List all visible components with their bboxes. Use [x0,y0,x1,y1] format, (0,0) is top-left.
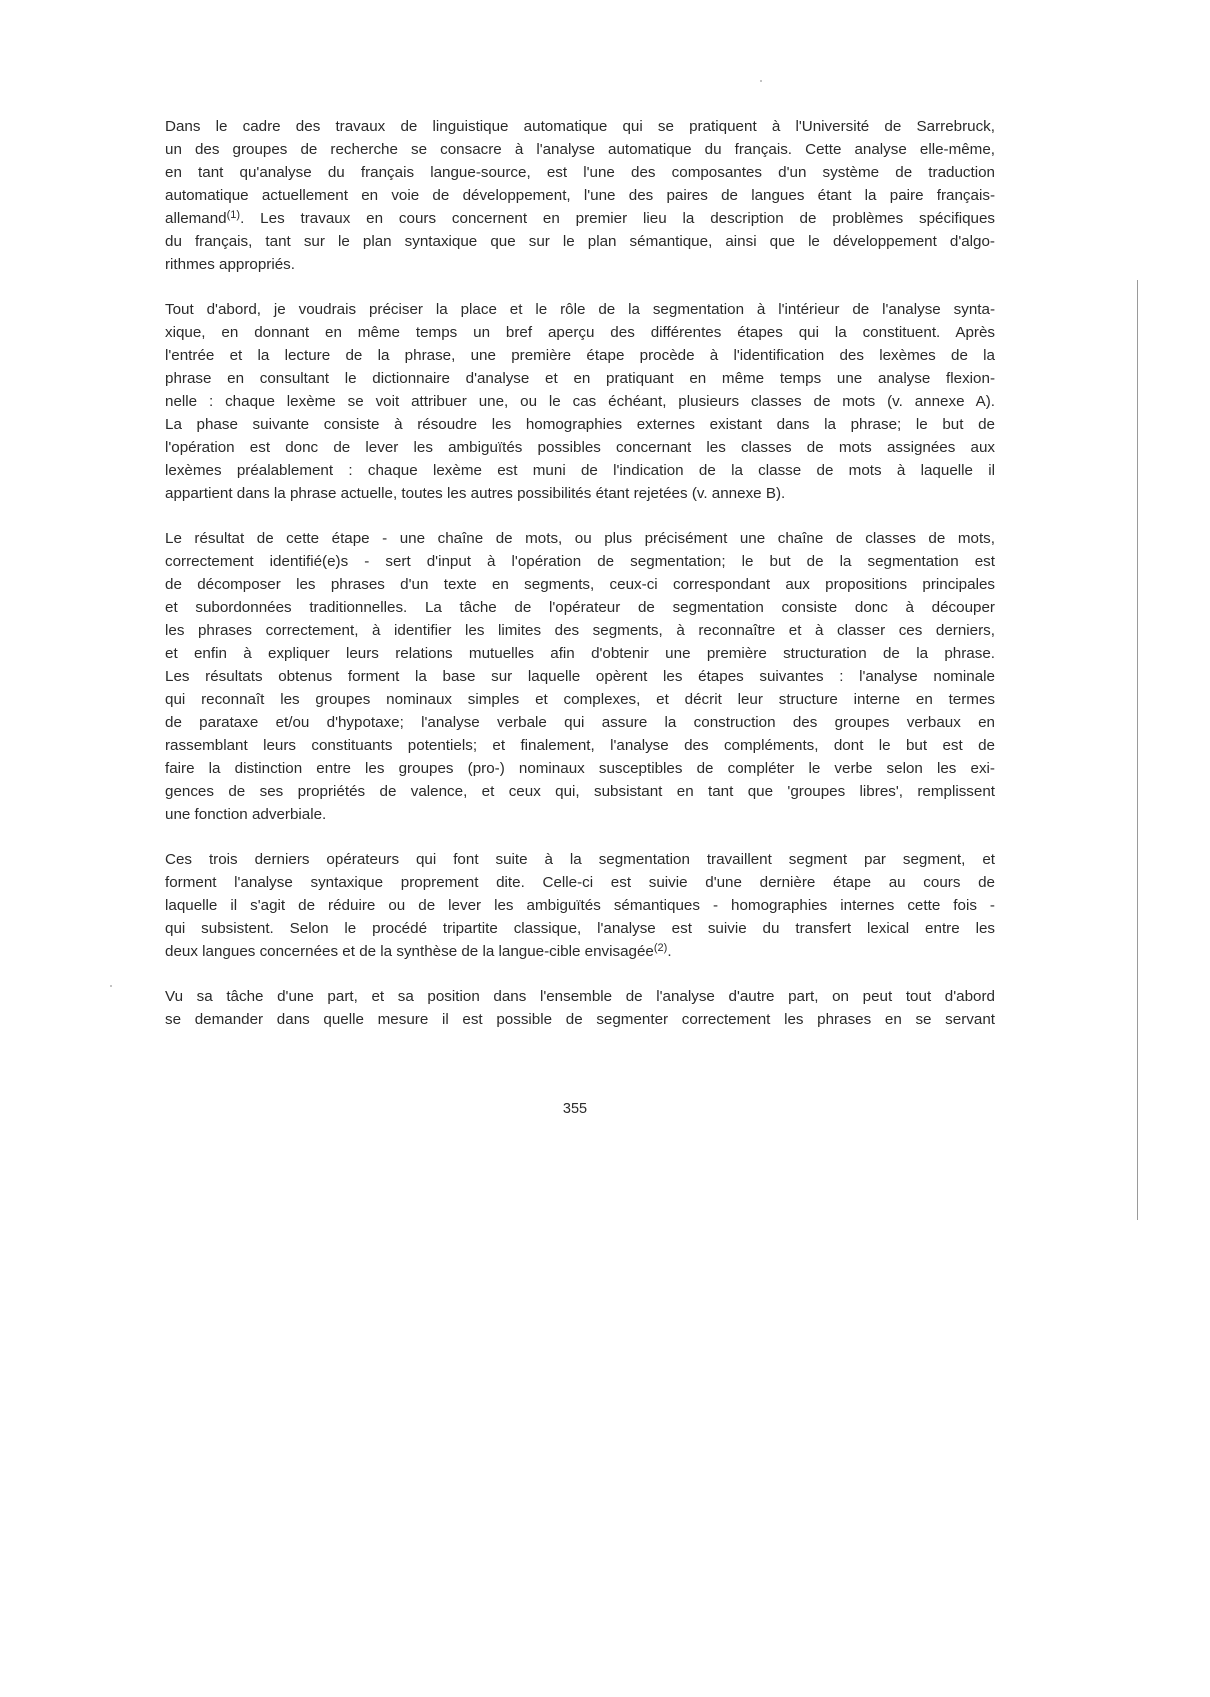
text-line: l'opération est donc de lever les ambiguïtés possibles concernant les classes de mots assignées aux [165,439,995,456]
text-line: xique, en donnant en même temps un bref aperçu des différentes étapes qui la constituent. Après [165,324,995,341]
text-line: et enfin à expliquer leurs relations mutuelles afin d'obtenir une première structuration de la phrase. [165,645,995,662]
scan-speck [760,80,762,82]
paragraph [165,985,995,1031]
text-line: se demander dans quelle mesure il est possible de segmenter correctement les phrases en se servant [165,1011,995,1028]
line-text: deux langues concernées et de la synthèse de la langue-cible envisagée [165,943,654,960]
text-line: Le résultat de cette étape - une chaîne de mots, ou plus précisément une chaîne de classes de mots, [165,530,995,547]
text-line: Tout d'abord, je voudrais préciser la place et le rôle de la segmentation à l'intérieur de l'analyse synta- [165,301,995,318]
text-line: Dans le cadre des travaux de linguistique automatique qui se pratiquent à l'Université de Sarrebruck, [165,118,995,135]
text-line: faire la distinction entre les groupes (pro-) nominaux susceptibles de compléter le verbe selon les exi- [165,760,995,777]
text-line: lexèmes préalablement : chaque lexème est muni de l'indication de la classe de mots à laquelle il [165,462,995,479]
text-line: les phrases correctement, à identifier les limites des segments, à reconnaître et à classer ces derniers, [165,622,995,639]
paragraph [165,527,995,826]
text-line: qui reconnaît les groupes nominaux simples et complexes, et décrit leur structure interne en termes [165,691,995,708]
text-line: l'entrée et la lecture de la phrase, une première étape procède à l'identification des lexèmes de la [165,347,995,364]
text-line: automatique actuellement en voie de développement, l'une des paires de langues étant la paire français- [165,187,995,204]
text-line: du français, tant sur le plan syntaxique que sur le plan sémantique, ainsi que le développement d'algo- [165,233,995,250]
footnote-ref: (2) [653,942,668,954]
scan-margin-line [1137,280,1138,1220]
text-line: de parataxe et/ou d'hypotaxe; l'analyse verbale qui assure la construction des groupes verbaux en [165,714,995,731]
text-line: forment l'analyse syntaxique proprement dite. Celle-ci est suivie d'une dernière étape au cours de [165,874,995,891]
text-line: qui subsistent. Selon le procédé tripartite classique, l'analyse est suivie du transfert lexical entre les [165,920,995,937]
paragraph [165,848,995,963]
paragraph [165,115,995,276]
text-line: phrase en consultant le dictionnaire d'analyse et en pratiquant en même temps une analyse flexion- [165,370,995,387]
text-line: laquelle il s'agit de réduire ou de lever les ambiguïtés sémantiques - homographies internes cette fois - [165,897,995,914]
text-line [165,940,995,963]
scan-speck [110,985,112,987]
text-line: La phase suivante consiste à résoudre les homographies externes existant dans la phrase; le but de [165,416,995,433]
text-line: et subordonnées traditionnelles. La tâche de l'opérateur de segmentation consiste donc à découper [165,599,995,616]
line-text: allemand [165,210,227,227]
line-text: . [667,943,672,960]
text-line: Les résultats obtenus forment la base sur laquelle opèrent les étapes suivantes : l'analyse nominale [165,668,995,685]
paragraph [165,298,995,505]
body-text [165,115,995,1031]
text-line: correctement identifié(e)s - sert d'input à l'opération de segmentation; le but de la segmentation est [165,553,995,570]
page-number: 355 [562,1101,588,1117]
text-line: un des groupes de recherche se consacre à l'analyse automatique du français. Cette analyse elle-même, [165,141,995,158]
text-line: rassemblant leurs constituants potentiels; et finalement, l'analyse des compléments, dont le but est de [165,737,995,754]
text-line: une fonction adverbiale. [165,806,327,823]
text-line: Ces trois derniers opérateurs qui font suite à la segmentation travaillent segment par segment, et [165,851,995,868]
text-line: en tant qu'analyse du français langue-source, est l'une des composantes d'un système de traduction [165,164,995,181]
text-line: gences de ses propriétés de valence, et ceux qui, subsistant en tant que 'groupes libres', remplissent [165,783,995,800]
text-line [165,207,995,230]
text-line: de décomposer les phrases d'un texte en segments, ceux-ci correspondant aux propositions principales [165,576,995,593]
text-line: appartient dans la phrase actuelle, toutes les autres possibilités étant rejetées (v. annexe B). [165,485,786,502]
text-line: nelle : chaque lexème se voit attribuer une, ou le cas échéant, plusieurs classes de mots (v. annexe A). [165,393,995,410]
text-line: rithmes appropriés. [165,256,295,273]
text-line: Vu sa tâche d'une part, et sa position dans l'ensemble de l'analyse d'autre part, on peut tout d'abord [165,988,995,1005]
line-text: . Les travaux en cours concernent en premier lieu la description de problèmes spécifiques [240,210,995,227]
footnote-ref: (1) [226,209,241,221]
